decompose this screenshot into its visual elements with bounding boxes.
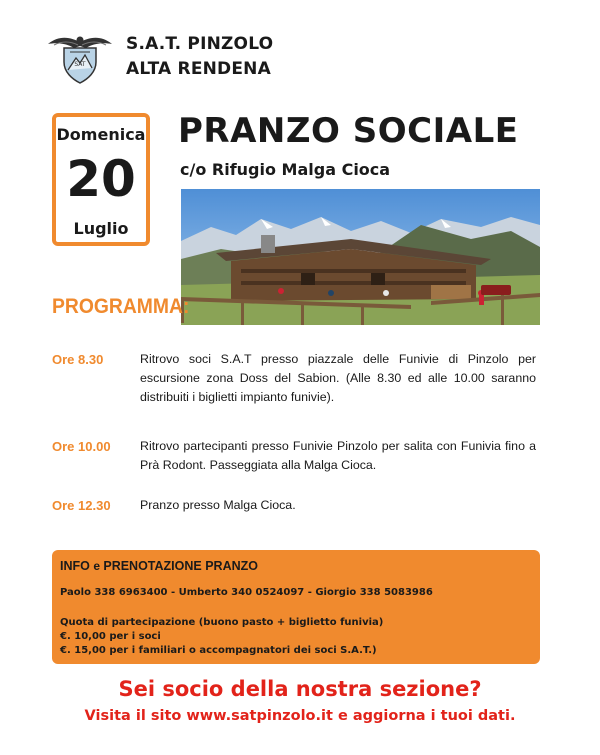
info-title-part3: PRENOTAZIONE PRANZO <box>103 559 258 573</box>
org-name-line1: S.A.T. PINZOLO <box>126 34 274 54</box>
date-weekday: Domenica <box>56 125 146 144</box>
date-day: 20 <box>66 150 136 208</box>
date-box <box>52 113 150 246</box>
info-contacts: Paolo 338 6963400 - Umberto 340 0524097 - Giorgio 338 5083986 <box>60 587 433 598</box>
info-box <box>52 550 540 664</box>
org-name-line2: ALTA RENDENA <box>126 59 271 79</box>
sat-logo-icon <box>46 30 114 84</box>
programma-heading: PROGRAMMA: <box>52 295 190 318</box>
info-title <box>60 559 258 573</box>
event-subtitle: c/o Rifugio Malga Cioca <box>180 160 391 179</box>
schedule-description: Ritrovo soci S.A.T presso piazzale delle Funivie di Pinzolo per escursione zona Doss del Sabion. (Alle 8.30 ed alle 10.00 saranno distribuiti i biglietti impianto funivie). <box>140 352 536 404</box>
schedule-time: Ore 12.30 <box>52 498 111 513</box>
info-quota: Quota di partecipazione (buono pasto + biglietto funivia) <box>60 617 384 628</box>
event-title: PRANZO SOCIALE <box>178 111 519 151</box>
schedule-time: Ore 8.30 <box>52 352 104 367</box>
schedule-description: Pranzo presso Malga Cioca. <box>140 498 296 512</box>
date-month: Luglio <box>73 219 129 238</box>
schedule-time: Ore 10.00 <box>52 439 111 454</box>
info-price-guests: €. 15,00 per i familiari o accompagnatori dei soci S.A.T.) <box>60 645 377 656</box>
schedule-description: Ritrovo partecipanti presso Funivie Pinzolo per salita con Funivia fino a Prà Rodont. Passeggiata alla Malga Cioca. <box>140 439 536 472</box>
svg-text:SAT: SAT <box>74 61 86 68</box>
footer-question: Sei socio della nostra sezione? <box>118 677 482 701</box>
info-price-members: €. 10,00 per i soci <box>60 631 161 642</box>
footer-visit-link: Visita il sito www.satpinzolo.it e aggiorna i tuoi dati. <box>84 708 516 724</box>
malga-cioca-photo <box>181 189 540 325</box>
info-title-part2: e <box>93 559 104 573</box>
info-title-part1: INFO <box>60 559 94 573</box>
